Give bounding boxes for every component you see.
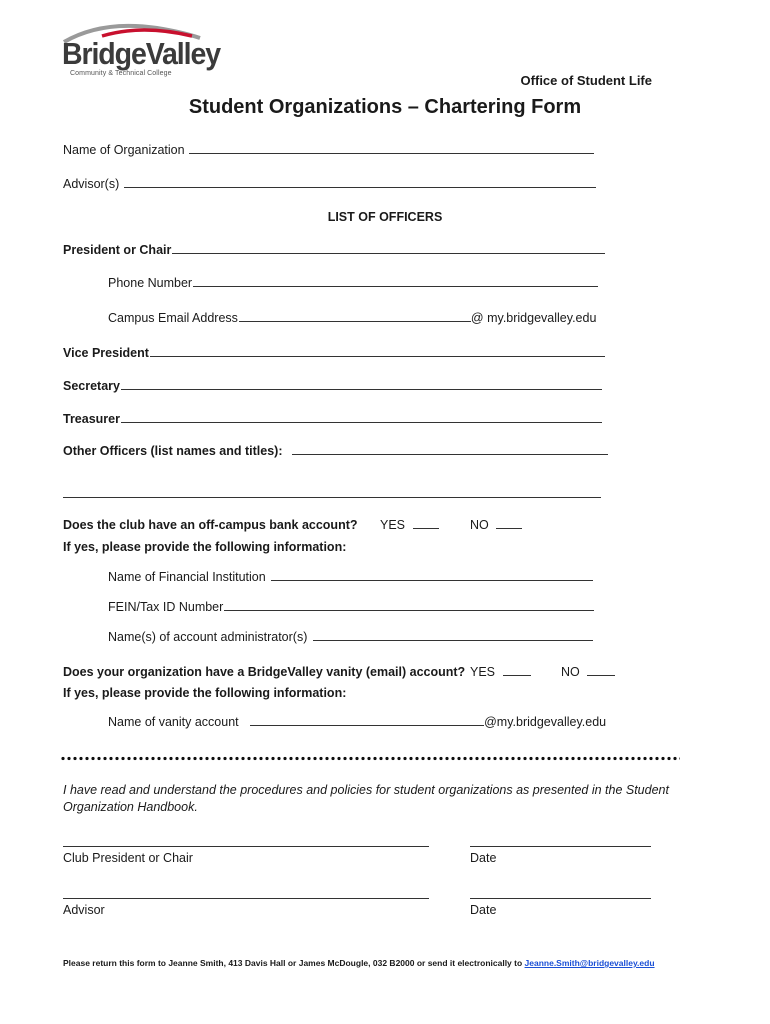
advisor-date-label: Date — [470, 903, 497, 917]
secretary-label: Secretary — [63, 379, 120, 393]
president-label: President or Chair — [63, 243, 172, 257]
vice-president-row — [63, 346, 605, 360]
secretary-field[interactable] — [121, 379, 602, 390]
vanity-no-row — [561, 665, 615, 679]
other-officers-row — [63, 444, 608, 458]
vanity-yes-field[interactable] — [503, 665, 531, 676]
institution-label: Name of Financial Institution — [108, 570, 266, 584]
bank-question: Does the club have an off-campus bank account? — [63, 518, 358, 532]
president-date-label: Date — [470, 851, 497, 865]
other-officers-line-2[interactable] — [63, 497, 601, 498]
email-label: Campus Email Address — [108, 311, 238, 325]
treasurer-field[interactable] — [121, 412, 602, 423]
treasurer-row — [63, 412, 602, 426]
bank-no-row — [470, 518, 522, 532]
president-signature-label: Club President or Chair — [63, 851, 193, 865]
bank-no-field[interactable] — [496, 518, 522, 529]
vanity-name-field[interactable] — [250, 715, 484, 726]
office-label: Office of Student Life — [520, 73, 652, 88]
vanity-question: Does your organization have a BridgeValley vanity (email) account? — [63, 665, 466, 679]
vanity-name-label: Name of vanity account — [108, 715, 239, 729]
fein-row — [108, 600, 594, 614]
advisor-signature-label: Advisor — [63, 903, 105, 917]
footer-email-link[interactable]: Jeanne.Smith@bridgevalley.edu — [524, 958, 655, 968]
other-officers-label: Other Officers (list names and titles): — [63, 444, 283, 458]
logo-wordmark: BridgeValley — [62, 36, 220, 71]
vanity-yes-label: YES — [470, 665, 496, 679]
president-date-line[interactable] — [470, 846, 651, 847]
page-title: Student Organizations – Chartering Form — [188, 96, 582, 118]
admins-label: Name(s) of account administrator(s) — [108, 630, 308, 644]
email-field[interactable] — [239, 311, 471, 322]
dotted-divider — [60, 756, 680, 761]
advisors-row — [63, 177, 596, 191]
president-row — [63, 243, 605, 257]
vanity-yes-row — [470, 665, 531, 679]
footer-note — [63, 958, 655, 968]
footer-text: Please return this form to Jeanne Smith, 413 Davis Hall or James McDougle, 032 B2000 or send it electronically to — [63, 958, 525, 968]
fein-label: FEIN/Tax ID Number — [108, 600, 224, 614]
treasurer-label: Treasurer — [63, 412, 120, 426]
institution-row — [108, 570, 593, 584]
vanity-no-label: NO — [561, 665, 580, 679]
org-name-row — [63, 143, 594, 157]
admins-field[interactable] — [313, 630, 593, 641]
acknowledgement-text: I have read and understand the procedures and policies for student organizations as presented in the Student Organization Handbook. — [63, 783, 669, 814]
phone-field[interactable] — [193, 276, 598, 287]
vanity-followup: If yes, please provide the following information: — [63, 686, 347, 700]
logo-tagline: Community & Technical College — [70, 70, 172, 77]
vanity-domain: @my.bridgevalley.edu — [484, 715, 607, 729]
org-name-label: Name of Organization — [63, 143, 185, 157]
admins-row — [108, 630, 593, 644]
officers-heading: LIST OF OFFICERS — [327, 210, 443, 224]
advisor-date-line[interactable] — [470, 898, 651, 899]
bank-yes-label: YES — [380, 518, 406, 532]
president-signature-line[interactable] — [63, 846, 429, 847]
phone-row — [108, 276, 598, 290]
other-officers-field[interactable] — [292, 444, 608, 455]
institution-field[interactable] — [271, 570, 593, 581]
email-domain: @ my.bridgevalley.edu — [470, 311, 597, 325]
vanity-no-field[interactable] — [587, 665, 615, 676]
vice-president-label: Vice President — [63, 346, 149, 360]
fein-field[interactable] — [224, 600, 594, 611]
email-row — [108, 311, 596, 325]
advisors-field[interactable] — [124, 177, 596, 188]
advisors-label: Advisor(s) — [63, 177, 120, 191]
bank-followup: If yes, please provide the following information: — [63, 540, 347, 554]
org-name-field[interactable] — [189, 143, 594, 154]
bank-no-label: NO — [470, 518, 489, 532]
bank-yes-field[interactable] — [413, 518, 439, 529]
phone-label: Phone Number — [108, 276, 193, 290]
secretary-row — [63, 379, 602, 393]
advisor-signature-line[interactable] — [63, 898, 429, 899]
president-field[interactable] — [172, 243, 605, 254]
vanity-name-row — [108, 715, 606, 729]
vice-president-field[interactable] — [150, 346, 605, 357]
bank-yes-row — [380, 518, 439, 532]
